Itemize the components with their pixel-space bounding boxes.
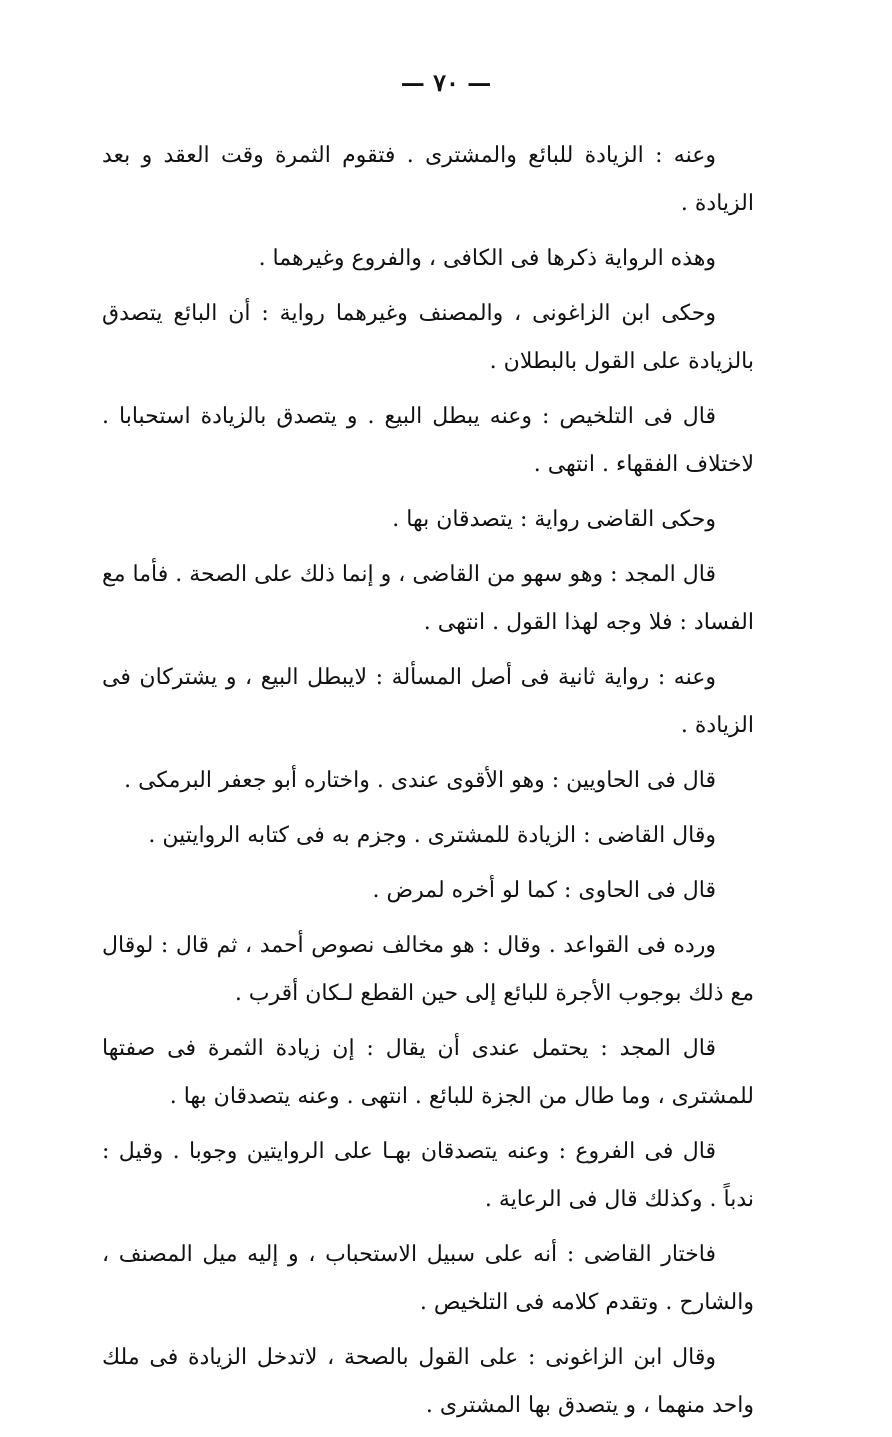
paragraph: ورده فى القواعد . وقال : هو مخالف نصوص أحمد ، ثم قال : لوقال مع ذلك بوجوب الأجرة للبائع إلى حين القطع لـكان أقرب . [102,933,754,1006]
paragraph: وعنه : الزيادة للبائع والمشترى . فتقوم الثمرة وقت العقد و بعد الزيادة . [102,143,754,216]
paragraph: قال المجد : يحتمل عندى أن يقال : إن زيادة الثمرة فى صفتها للمشترى ، وما طال من الجزة للبائع . انتهى . وعنه يتصدقان بها . [102,1036,754,1109]
paragraph: وحكى القاضى رواية : يتصدقان بها . [392,507,716,532]
paragraph: وهذه الرواية ذكرها فى الكافى ، والفروع وغيرهما . [258,246,716,271]
paragraph: وقال ابن الزاغونى : على القول بالصحة ، لاتدخل الزيادة فى ملك واحد منهما ، و يتصدق بها المشترى . [102,1345,754,1418]
paragraph: فاختار القاضى : أنه على سبيل الاستحباب ، و إليه ميل المصنف ، والشارح . وتقدم كلامه فى التلخيص . [102,1242,754,1315]
paragraph: قال المجد : وهو سهو من القاضى ، و إنما ذلك على الصحة . فأما مع الفساد : فلا وجه لهذا القول . انتهى . [102,562,754,635]
paragraph: قال فى الحاويين : وهو الأقوى عندى . واختاره أبو جعفر البرمكى . [124,768,716,793]
body-text [102,132,754,1437]
paragraph: قال فى الحاوى : كما لو أخره لمرض . [372,878,716,903]
paragraph: وحكى ابن الزاغونى ، والمصنف وغيرهما رواية : أن البائع يتصدق بالزيادة على القول بالبطلان . [102,301,754,374]
page-number: — ٧٠ — [400,68,492,97]
paragraph: قال فى التلخيص : وعنه يبطل البيع . و يتصدق بالزيادة استحبابا . لاختلاف الفقهاء . انتهى . [102,404,754,477]
paragraph: وقال القاضى : الزيادة للمشترى . وجزم به فى كتابه الروايتين . [148,823,716,848]
paragraph: وعنه : رواية ثانية فى أصل المسألة : لايبطل البيع ، و يشتركان فى الزيادة . [102,665,754,738]
paragraph: قال فى الفروع : وعنه يتصدقان بهـا على الروايتين وجوبا . وقيل : ندباً . وكذلك قال فى الرعاية . [102,1139,754,1212]
